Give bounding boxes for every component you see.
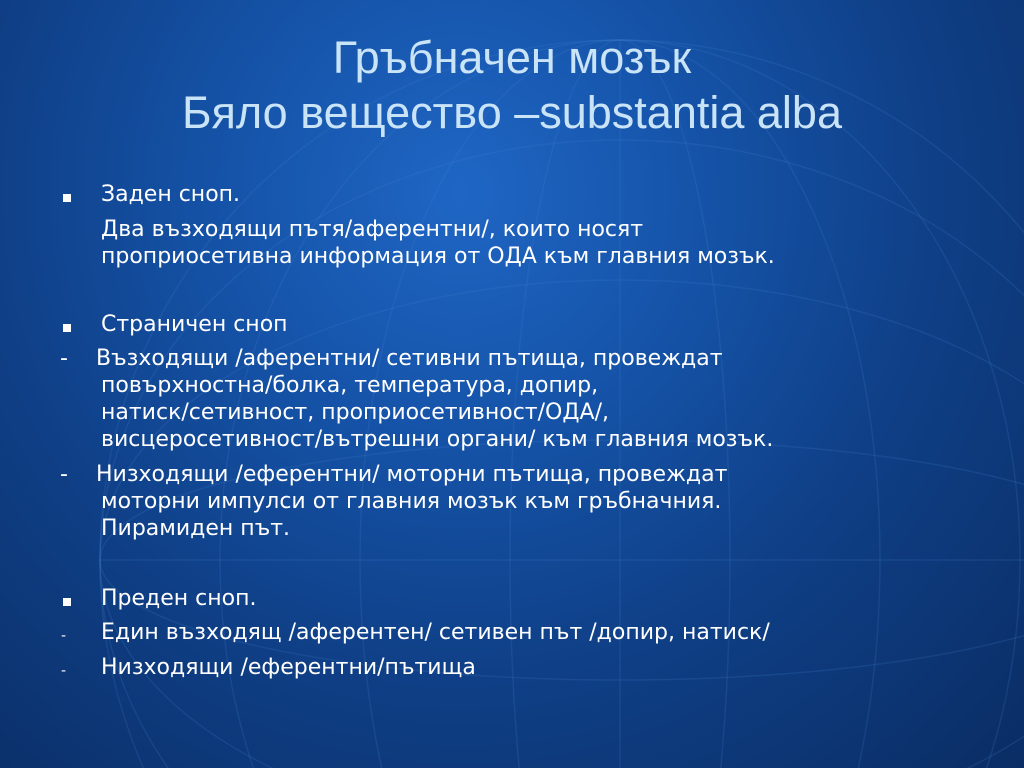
title-line-1: Гръбначен мозък <box>332 32 692 83</box>
section2-item1-line-1: Възходящи /аферентни/ сетивни пътища, провеждат <box>96 346 723 371</box>
section2-heading: Страничен сноп <box>101 312 288 337</box>
section3-heading: Преден сноп. <box>101 586 257 611</box>
dash-bullet: - <box>61 628 67 644</box>
section3-item1: Един възходящ /аферентен/ сетивен път /допир, натиск/ <box>101 620 770 645</box>
dash-bullet: - <box>61 663 67 679</box>
dash-bullet: - <box>60 346 68 371</box>
section1-text-line-2: проприосетивна информация от ОДА към главния мозък. <box>101 244 775 269</box>
bullet-square-icon <box>63 194 71 202</box>
section1-heading: Заден сноп. <box>101 182 241 207</box>
section2-item2-line-2: моторни импулси от главния мозък към гръбначния. <box>101 489 722 514</box>
title-line-2: Бяло вещество –substantia alba <box>182 87 842 138</box>
section2-item1-line-3: натиск/сетивност, проприосетивност/ОДА/, <box>101 400 609 425</box>
section2-item1-line-2: повърхностна/болка, температура, допир, <box>101 373 599 398</box>
section2-item1-line-4: висцеросетивност/вътрешни органи/ към главния мозък. <box>101 427 774 452</box>
bullet-square-icon <box>63 598 71 606</box>
bullet-square-icon <box>63 324 71 332</box>
section2-item2-line-3: Пирамиден път. <box>101 516 291 541</box>
section2-item2-line-1: Низходящи /еферентни/ моторни пътища, провеждат <box>96 462 728 487</box>
section3-item2: Низходящи /еферентни/пътища <box>101 655 476 680</box>
section1-text-line-1: Два възходящи пътя/аферентни/, които носят <box>101 217 644 242</box>
dash-bullet: - <box>60 462 68 487</box>
